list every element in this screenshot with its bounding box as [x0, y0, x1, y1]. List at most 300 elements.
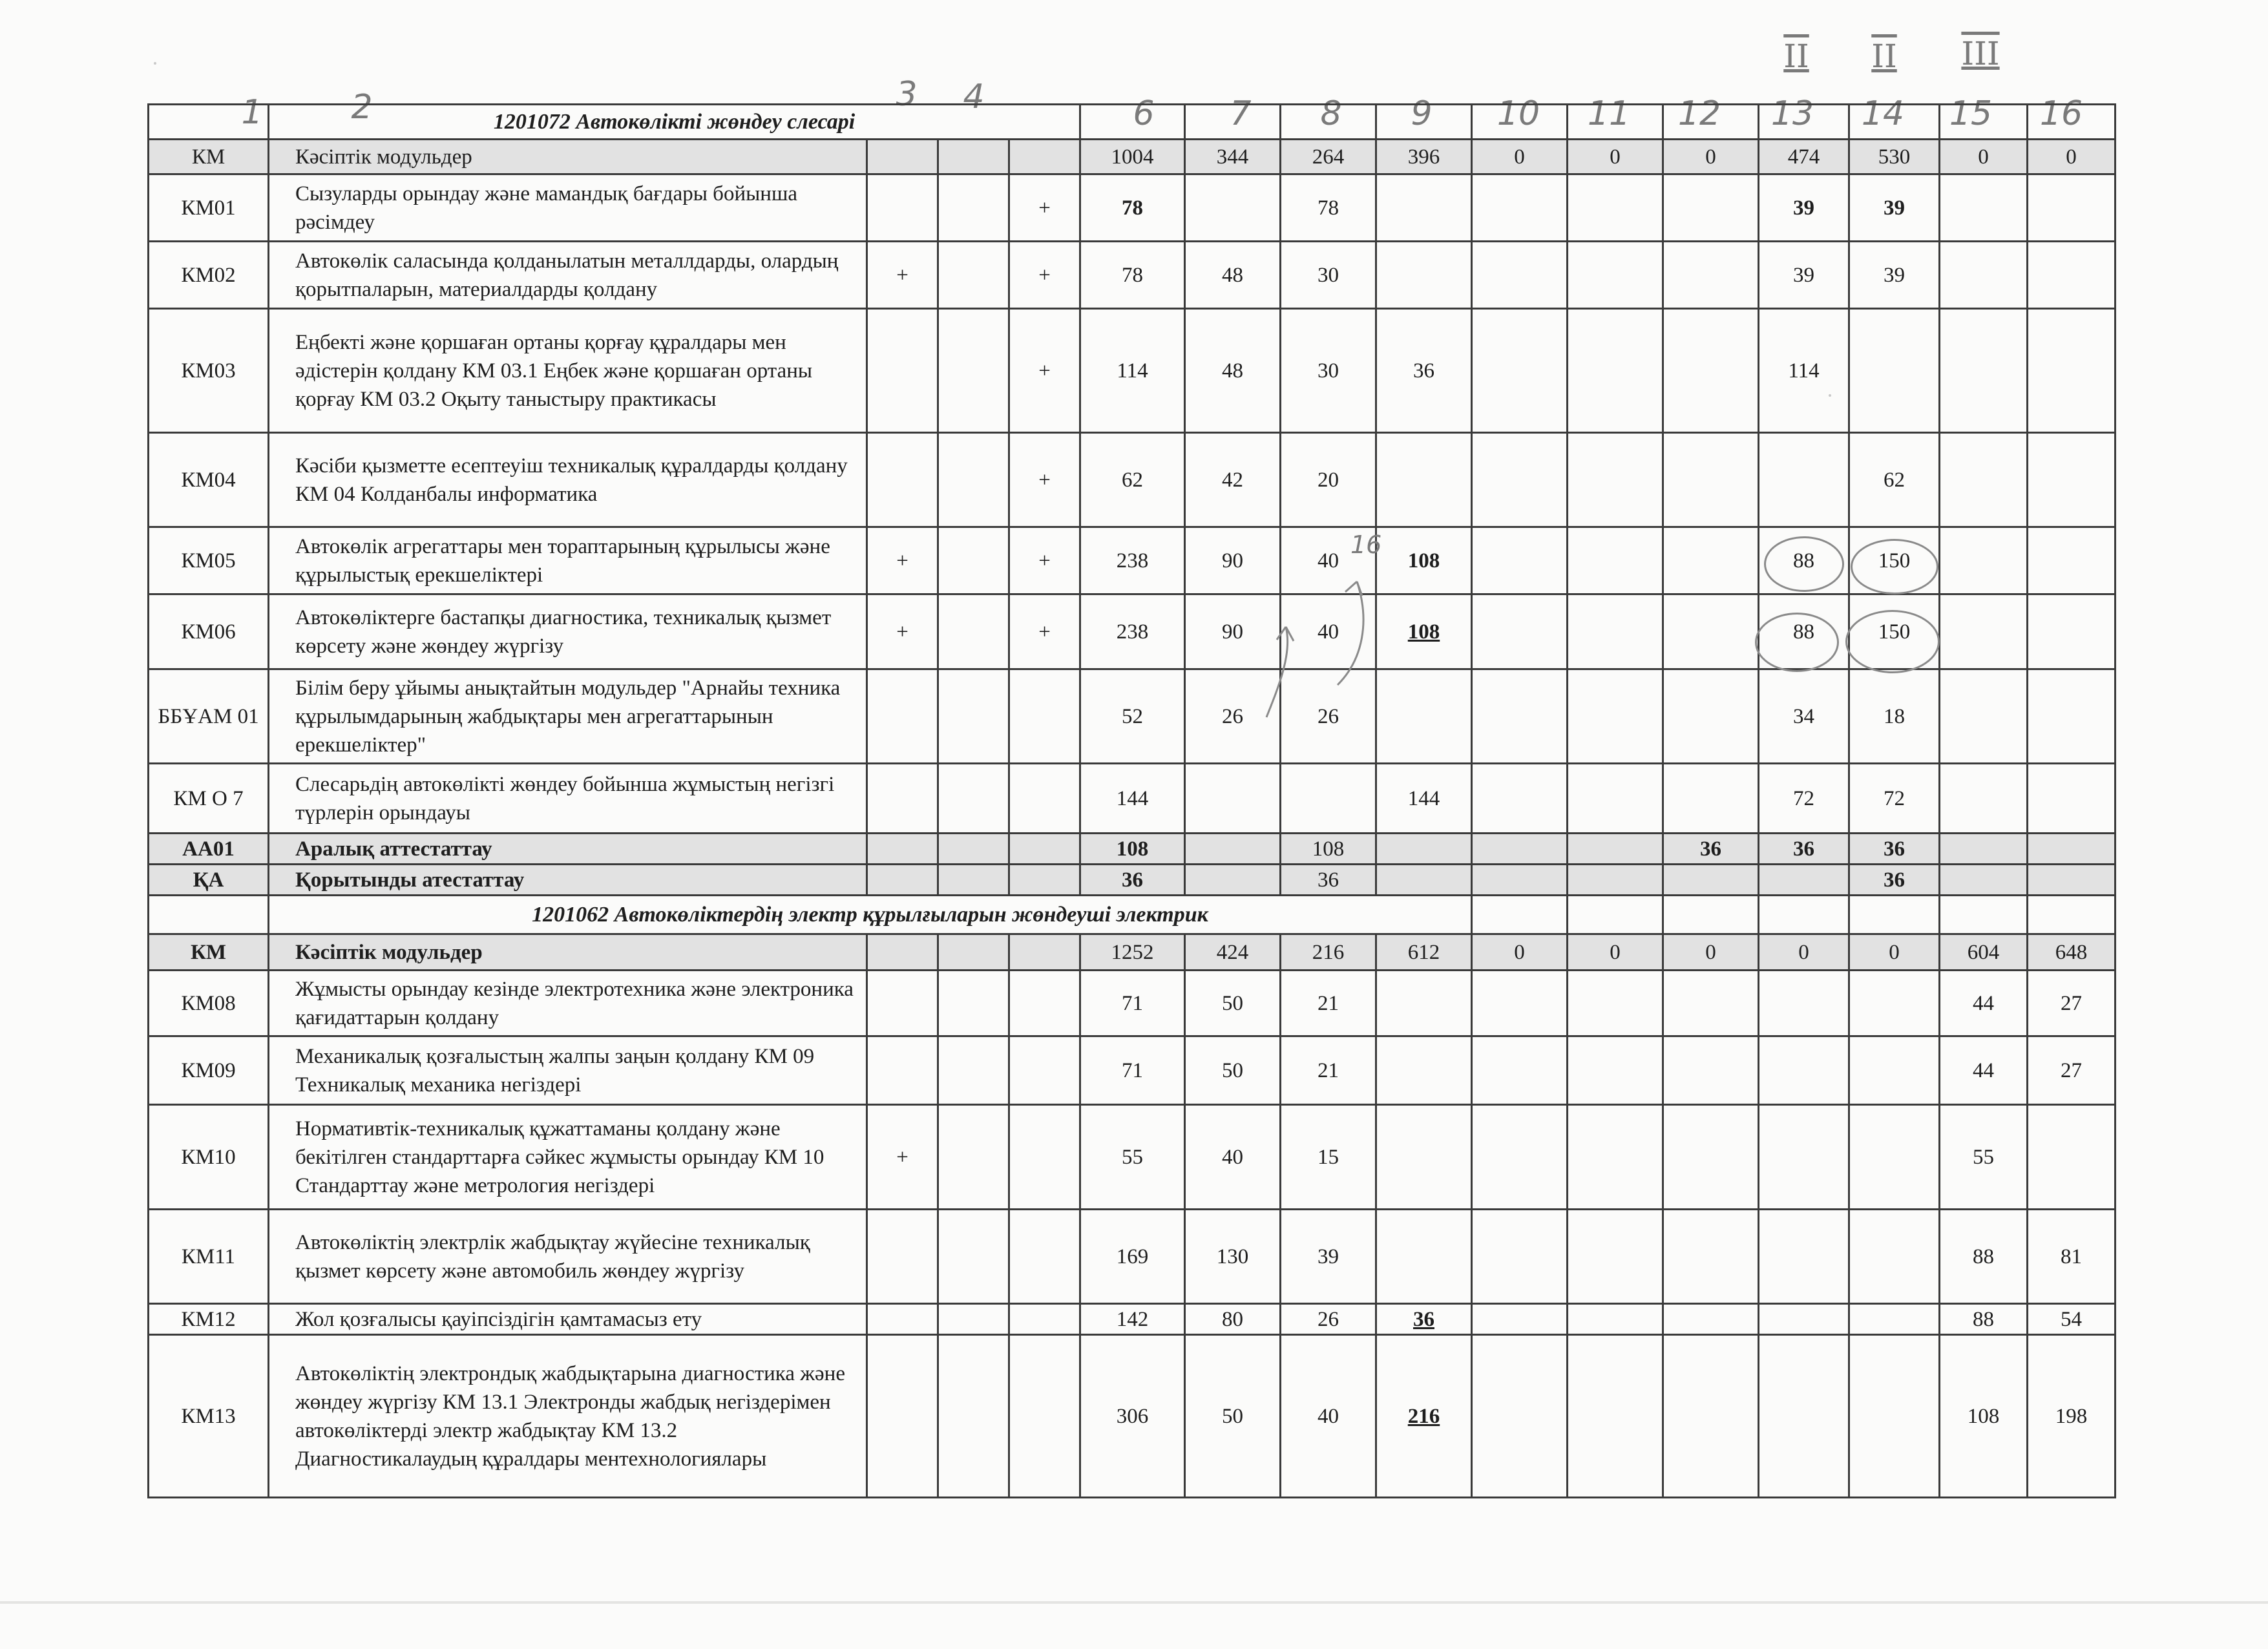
cell — [1009, 1304, 1080, 1335]
cell — [2028, 309, 2116, 433]
cell: 48 — [1185, 309, 1281, 433]
cell: 21 — [1281, 1036, 1376, 1105]
handwritten-col-number: 16 — [2039, 94, 2083, 133]
cell — [1663, 1105, 1759, 1210]
cell — [1009, 669, 1080, 764]
cell: 0 — [1663, 934, 1759, 971]
cell — [1472, 433, 1568, 527]
cell — [1568, 174, 1663, 242]
module-code: КМ О 7 — [149, 764, 269, 834]
cell: 36 — [1849, 865, 1940, 896]
cell — [1663, 594, 1759, 669]
cell: 88 — [1759, 527, 1849, 594]
cell — [1940, 834, 2028, 865]
module-code: КМ — [149, 140, 269, 174]
table-row — [149, 669, 2116, 764]
cell — [1940, 242, 2028, 309]
module-name: Сызуларды орындау және мамандық бағдары бойынша рәсімдеу — [269, 174, 867, 242]
cell — [2028, 1105, 2116, 1210]
cell: 62 — [1080, 433, 1185, 527]
cell — [1472, 1304, 1568, 1335]
table-row — [149, 764, 2116, 834]
cell: 648 — [2028, 934, 2116, 971]
module-code: КМ05 — [149, 527, 269, 594]
cell — [1663, 309, 1759, 433]
cell: 114 — [1759, 309, 1849, 433]
cell — [1759, 433, 1849, 527]
cell: 108 — [1376, 594, 1472, 669]
cell — [1472, 242, 1568, 309]
cell: 150 — [1849, 527, 1940, 594]
handwritten-col-number: 8 — [1320, 94, 1342, 133]
cell — [1472, 669, 1568, 764]
cell: 27 — [2028, 971, 2116, 1036]
cell: 0 — [1472, 140, 1568, 174]
cell: 15 — [1281, 1105, 1376, 1210]
cell: 108 — [1940, 1335, 2028, 1498]
cell: 30 — [1281, 309, 1376, 433]
cell — [867, 865, 938, 896]
cell: 36 — [1080, 865, 1185, 896]
cell: + — [1009, 527, 1080, 594]
cell — [1568, 242, 1663, 309]
cell — [938, 865, 1009, 896]
section-title: 1201062 Автокөліктердің электр құрылғыларын жөндеуші электрик — [269, 896, 1472, 934]
cell: 344 — [1185, 140, 1281, 174]
table-row — [149, 1304, 2116, 1335]
handwritten-col-number: 12 — [1677, 94, 1721, 133]
cell: 0 — [1849, 934, 1940, 971]
handwritten-col-number: 15 — [1949, 94, 1993, 133]
cell: 48 — [1185, 242, 1281, 309]
cell — [1759, 1304, 1849, 1335]
cell — [1940, 174, 2028, 242]
cell — [1472, 1335, 1568, 1498]
cell — [1009, 865, 1080, 896]
cell: 72 — [1759, 764, 1849, 834]
cell — [938, 1335, 1009, 1498]
cell — [1663, 433, 1759, 527]
module-name: Автокөліктің электрлік жабдықтау жүйесіне техникалық қызмет көрсету және автомобиль жөндеу жүргізу — [269, 1210, 867, 1304]
table-row — [149, 594, 2116, 669]
cell: 34 — [1759, 669, 1849, 764]
cell: 604 — [1940, 934, 2028, 971]
cell: 108 — [1376, 527, 1472, 594]
cell: 169 — [1080, 1210, 1185, 1304]
cell: 71 — [1080, 1036, 1185, 1105]
cell — [1940, 433, 2028, 527]
cell — [1849, 1210, 1940, 1304]
cell — [938, 594, 1009, 669]
module-code: АА01 — [149, 834, 269, 865]
module-code: ББҰАМ 01 — [149, 669, 269, 764]
cell: 0 — [2028, 140, 2116, 174]
cell: 26 — [1185, 669, 1281, 764]
cell — [1568, 1210, 1663, 1304]
cell — [938, 764, 1009, 834]
cell: 238 — [1080, 594, 1185, 669]
cell — [1940, 594, 2028, 669]
cell — [1849, 1105, 1940, 1210]
cell — [1376, 669, 1472, 764]
cell — [1849, 1335, 1940, 1498]
cell: 0 — [1568, 934, 1663, 971]
cell: 18 — [1849, 669, 1940, 764]
cell — [867, 1036, 938, 1105]
module-name: Білім беру ұйымы анықтайтын модульдер "Арнайы техника құрылымдарының жабдықтары мен агрегаттарынын ерекшеліктер" — [269, 669, 867, 764]
cell — [867, 1210, 938, 1304]
module-name: Автокөлік саласында қолданылатын металлдарды, олардың қорытпаларын, материалдарды қолдану — [269, 242, 867, 309]
cell: + — [867, 527, 938, 594]
cell — [1472, 594, 1568, 669]
cell — [1009, 1335, 1080, 1498]
cell: 30 — [1281, 242, 1376, 309]
cell — [1849, 971, 1940, 1036]
cell — [1376, 433, 1472, 527]
module-name: Кәсіби қызметте есептеуіш техникалық құралдарды қолдану КМ 04 Колданбалы информатика — [269, 433, 867, 527]
cell — [1663, 174, 1759, 242]
cell — [1940, 764, 2028, 834]
cell — [1663, 527, 1759, 594]
table-row — [149, 971, 2116, 1036]
cell: + — [1009, 433, 1080, 527]
cell: 90 — [1185, 527, 1281, 594]
cell: 26 — [1281, 669, 1376, 764]
cell — [1009, 1105, 1080, 1210]
cell — [2028, 669, 2116, 764]
cell — [2028, 594, 2116, 669]
table-row — [149, 174, 2116, 242]
cell — [1376, 1036, 1472, 1105]
cell — [867, 174, 938, 242]
handwritten-col-number: 10 — [1496, 94, 1540, 133]
cell: 80 — [1185, 1304, 1281, 1335]
cell — [1568, 1304, 1663, 1335]
handwritten-col-number: 9 — [1411, 94, 1433, 133]
module-code: ҚА — [149, 865, 269, 896]
cell: 142 — [1080, 1304, 1185, 1335]
cell — [938, 834, 1009, 865]
cell — [1009, 140, 1080, 174]
cell: + — [867, 242, 938, 309]
cell — [2028, 834, 2116, 865]
cell — [1185, 174, 1281, 242]
cell: 50 — [1185, 971, 1281, 1036]
section-title: 1201072 Автокөлікті жөндеу слесарі — [269, 105, 1080, 140]
cell: 39 — [1759, 242, 1849, 309]
cell: 612 — [1376, 934, 1472, 971]
cell: 144 — [1080, 764, 1185, 834]
module-code: КМ06 — [149, 594, 269, 669]
cell — [1568, 433, 1663, 527]
cell: 396 — [1376, 140, 1472, 174]
cell: 52 — [1080, 669, 1185, 764]
cell: 50 — [1185, 1335, 1281, 1498]
cell — [1759, 1105, 1849, 1210]
handwritten-note: 16 — [1350, 530, 1382, 559]
handwritten-semester-mark: II — [1783, 37, 1809, 75]
cell — [1849, 1036, 1940, 1105]
cell: 62 — [1849, 433, 1940, 527]
cell: 90 — [1185, 594, 1281, 669]
table-row — [149, 865, 2116, 896]
cell: 21 — [1281, 971, 1376, 1036]
cell — [1472, 1210, 1568, 1304]
cell — [938, 174, 1009, 242]
table-row — [149, 140, 2116, 174]
cell: 216 — [1281, 934, 1376, 971]
cell — [1185, 764, 1281, 834]
cell — [938, 527, 1009, 594]
cell — [1009, 1210, 1080, 1304]
cell — [1568, 594, 1663, 669]
table-row — [149, 433, 2116, 527]
cell: + — [1009, 594, 1080, 669]
cell — [1663, 1335, 1759, 1498]
cell: + — [1009, 174, 1080, 242]
cell: 0 — [1759, 934, 1849, 971]
cell — [1663, 971, 1759, 1036]
cell: 71 — [1080, 971, 1185, 1036]
handwritten-col-number: 1 — [241, 93, 263, 132]
cell — [1940, 865, 2028, 896]
module-name: Жол қозғалысы қауіпсіздігін қамтамасыз ету — [269, 1304, 867, 1335]
cell — [1663, 1036, 1759, 1105]
cell — [1009, 764, 1080, 834]
cell: 78 — [1080, 174, 1185, 242]
table-row — [149, 1335, 2116, 1498]
cell: 36 — [1849, 834, 1940, 865]
cell — [2028, 764, 2116, 834]
cell — [938, 433, 1009, 527]
cell — [1568, 527, 1663, 594]
cell: 108 — [1080, 834, 1185, 865]
cell — [1940, 309, 2028, 433]
cell — [1759, 1210, 1849, 1304]
cell — [1663, 1210, 1759, 1304]
cell — [1472, 764, 1568, 834]
cell — [1663, 669, 1759, 764]
cell: 130 — [1185, 1210, 1281, 1304]
module-name: Автокөліктің электрондық жабдықтарына диагностика және жөндеу жүргізу КМ 13.1 Электронды жабдық негіздерімен автокөліктерді электр жабдықтау КМ 13.2 Диагностикалаудың құралдары ментехнологиялары — [269, 1335, 867, 1498]
cell — [2028, 174, 2116, 242]
module-name: Слесарьдің автокөлікті жөндеу бойынша жұмыстың негізгі түрлерін орындауы — [269, 764, 867, 834]
cell: 50 — [1185, 1036, 1281, 1105]
cell — [1376, 174, 1472, 242]
cell: 40 — [1185, 1105, 1281, 1210]
cell — [1376, 834, 1472, 865]
table-row — [149, 834, 2116, 865]
cell: 108 — [1281, 834, 1376, 865]
cell: 144 — [1376, 764, 1472, 834]
cell: 42 — [1185, 433, 1281, 527]
cell: 20 — [1281, 433, 1376, 527]
module-code: КМ10 — [149, 1105, 269, 1210]
cell — [1472, 1036, 1568, 1105]
module-name: Нормативтік-техникалық құжаттаманы қолдану және бекітілген стандарттарға сәйкес жұмысты орындау КМ 10 Стандарттау және метрология негіздері — [269, 1105, 867, 1210]
cell: 39 — [1849, 174, 1940, 242]
cell — [938, 1304, 1009, 1335]
cell: + — [1009, 242, 1080, 309]
cell — [938, 971, 1009, 1036]
handwritten-semester-mark: III — [1961, 35, 2000, 72]
cell: 264 — [1281, 140, 1376, 174]
cell: 424 — [1185, 934, 1281, 971]
cell — [1009, 971, 1080, 1036]
cell — [1472, 174, 1568, 242]
table-row — [149, 242, 2116, 309]
cell — [1472, 309, 1568, 433]
cell: 26 — [1281, 1304, 1376, 1335]
cell — [938, 669, 1009, 764]
cell — [1009, 1036, 1080, 1105]
module-code: КМ03 — [149, 309, 269, 433]
cell — [1568, 669, 1663, 764]
cell — [1568, 865, 1663, 896]
scan-edge — [0, 1601, 2268, 1604]
cell: 36 — [1376, 1304, 1472, 1335]
section-title-row — [149, 896, 2116, 934]
cell: 36 — [1663, 834, 1759, 865]
handwritten-col-number: 6 — [1133, 94, 1155, 133]
module-name: Кәсіптік модульдер — [269, 140, 867, 174]
cell: 1004 — [1080, 140, 1185, 174]
cell — [2028, 527, 2116, 594]
cell: 88 — [1940, 1304, 2028, 1335]
cell: 36 — [1759, 834, 1849, 865]
cell: 40 — [1281, 594, 1376, 669]
cell: 216 — [1376, 1335, 1472, 1498]
table-row — [149, 309, 2116, 433]
cell — [1759, 1335, 1849, 1498]
cell — [1568, 309, 1663, 433]
module-code: КМ11 — [149, 1210, 269, 1304]
cell: 55 — [1940, 1105, 2028, 1210]
cell: + — [1009, 309, 1080, 433]
cell — [1568, 834, 1663, 865]
module-name: Автокөлік агрегаттары мен тораптарының құрылысы және құрылыстық ерекшеліктері — [269, 527, 867, 594]
cell — [1849, 309, 1940, 433]
cell — [2028, 865, 2116, 896]
cell: 88 — [1759, 594, 1849, 669]
cell — [1759, 1036, 1849, 1105]
cell — [938, 309, 1009, 433]
cell: 39 — [1849, 242, 1940, 309]
handwritten-col-number: 7 — [1230, 94, 1252, 133]
cell: 198 — [2028, 1335, 2116, 1498]
cell — [2028, 242, 2116, 309]
cell: 39 — [1281, 1210, 1376, 1304]
cell — [867, 764, 938, 834]
handwritten-col-number: 4 — [963, 78, 985, 116]
cell: 474 — [1759, 140, 1849, 174]
cell — [1009, 934, 1080, 971]
handwritten-col-number: 13 — [1770, 94, 1814, 133]
cell: 114 — [1080, 309, 1185, 433]
table-row — [149, 1105, 2116, 1210]
cell — [867, 669, 938, 764]
cell: 530 — [1849, 140, 1940, 174]
cell — [1849, 1304, 1940, 1335]
module-name: Кәсіптік модульдер — [269, 934, 867, 971]
cell — [1376, 1210, 1472, 1304]
cell: 306 — [1080, 1335, 1185, 1498]
cell — [1472, 971, 1568, 1036]
cell: 39 — [1759, 174, 1849, 242]
cell — [1376, 242, 1472, 309]
cell: 54 — [2028, 1304, 2116, 1335]
handwritten-col-number: 3 — [896, 75, 918, 114]
cell: + — [867, 594, 938, 669]
cell — [938, 1105, 1009, 1210]
cell: 78 — [1080, 242, 1185, 309]
table-row — [149, 1036, 2116, 1105]
cell — [867, 934, 938, 971]
cell — [1472, 834, 1568, 865]
cell — [2028, 433, 2116, 527]
cell — [1185, 834, 1281, 865]
cell — [1663, 242, 1759, 309]
cell: 1252 — [1080, 934, 1185, 971]
cell: 0 — [1940, 140, 2028, 174]
cell: 40 — [1281, 1335, 1376, 1498]
cell — [1940, 527, 2028, 594]
cell — [867, 971, 938, 1036]
module-name: Механикалық қозғалыстың жалпы заңын қолдану КМ 09 Техникалық механика негіздері — [269, 1036, 867, 1105]
cell — [1472, 1105, 1568, 1210]
cell: 55 — [1080, 1105, 1185, 1210]
cell: 27 — [2028, 1036, 2116, 1105]
cell — [1663, 865, 1759, 896]
cell: 88 — [1940, 1210, 2028, 1304]
cell — [938, 1210, 1009, 1304]
cell — [1376, 971, 1472, 1036]
module-name: Аралық аттестаттау — [269, 834, 867, 865]
cell: + — [867, 1105, 938, 1210]
cell: 150 — [1849, 594, 1940, 669]
module-code: КМ01 — [149, 174, 269, 242]
cell: 78 — [1281, 174, 1376, 242]
module-name: Еңбекті және қоршаған ортаны қорғау құралдары мен әдістерін қолдану КМ 03.1 Еңбек және қоршаған ортаны қорғау КМ 03.2 Оқыту таныстыру практикасы — [269, 309, 867, 433]
module-code: КМ13 — [149, 1335, 269, 1498]
module-name: Жұмысты орындау кезінде электротехника және электроника қағидаттарын қолдану — [269, 971, 867, 1036]
module-code: КМ09 — [149, 1036, 269, 1105]
handwritten-col-number: 14 — [1861, 94, 1905, 133]
cell: 44 — [1940, 1036, 2028, 1105]
cell — [1759, 971, 1849, 1036]
module-code: КМ04 — [149, 433, 269, 527]
cell: 40 — [1281, 527, 1376, 594]
cell — [938, 934, 1009, 971]
module-code: КМ08 — [149, 971, 269, 1036]
module-name: Автокөліктерге бастапқы диагностика, техникалық қызмет көрсету және жөндеу жүргізу — [269, 594, 867, 669]
cell — [1663, 764, 1759, 834]
cell: 81 — [2028, 1210, 2116, 1304]
cell — [1472, 865, 1568, 896]
cell: 238 — [1080, 527, 1185, 594]
section-title-row — [149, 105, 2116, 140]
handwritten-col-number: 2 — [351, 88, 373, 127]
cell — [1663, 1304, 1759, 1335]
cell — [938, 140, 1009, 174]
cell — [867, 1335, 938, 1498]
cell: 36 — [1281, 865, 1376, 896]
cell — [867, 834, 938, 865]
cell — [1185, 865, 1281, 896]
cell — [867, 433, 938, 527]
cell — [1472, 527, 1568, 594]
cell — [867, 309, 938, 433]
